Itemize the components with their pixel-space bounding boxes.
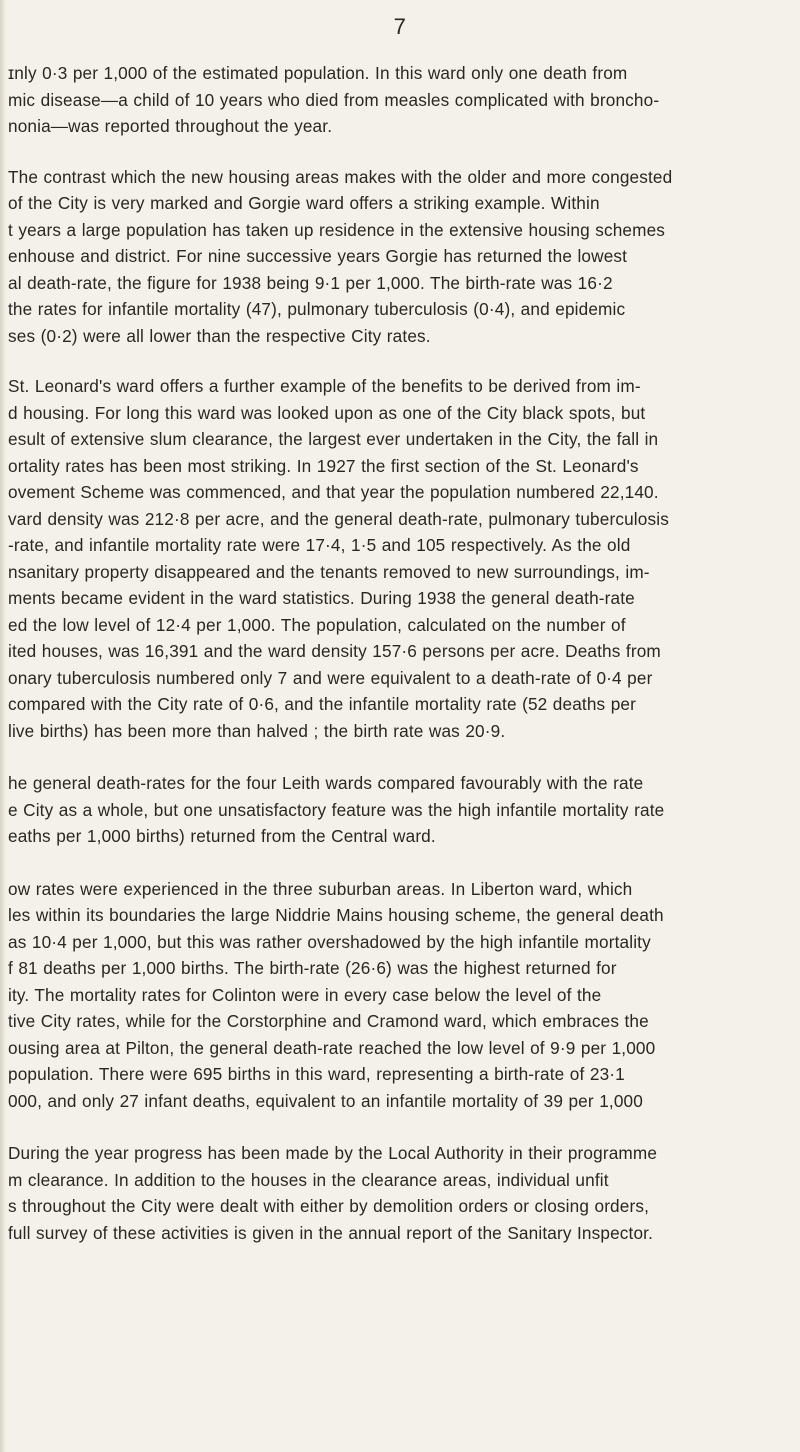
text-line: onary tuberculosis numbered only 7 and were equivalent to a death-rate of 0·4 per xyxy=(8,667,653,688)
text-line: ments became evident in the ward statistics. During 1938 the general death-rate xyxy=(8,588,635,608)
text-line: vard density was 212·8 per acre, and the general death-rate, pulmonary tuberculosis xyxy=(8,508,669,529)
text-line: ses (0·2) were all lower than the respective City rates. xyxy=(8,325,431,346)
text-line: compared with the City rate of 0·6, and the infantile mortality rate (52 deaths per xyxy=(8,694,637,714)
text-line: nonia—was reported throughout the year. xyxy=(8,116,333,136)
text-line: enhouse and district. For nine successive years Gorgie has returned the lowest xyxy=(8,246,628,266)
text-line: -rate, and infantile mortality rate were 17·4, 1·5 and 105 respectively. As the old xyxy=(8,535,631,555)
text-line: of the City is very marked and Gorgie ward offers a striking example. Within xyxy=(8,193,600,213)
text-line: les within its boundaries the large Niddrie Mains housing scheme, the general death xyxy=(8,905,664,925)
paragraph-measles-death xyxy=(8,60,788,140)
text-line: The contrast which the new housing areas makes with the older and more congested xyxy=(8,166,673,187)
page-edge-shadow xyxy=(0,0,6,1452)
text-line: ortality rates has been most striking. In 1927 the first section of the St. Leonard's xyxy=(8,455,639,476)
text-line: mic disease—a child of 10 years who died from measles complicated with broncho- xyxy=(8,89,660,110)
paragraph-leith-wards xyxy=(8,770,788,850)
paragraph-slum-clearance xyxy=(8,1140,788,1246)
paragraph-suburban-areas xyxy=(8,876,788,1115)
text-line: live births) has been more than halved ; the birth rate was 20·9. xyxy=(8,720,506,741)
text-line: d housing. For long this ward was looked upon as one of the City black spots, but xyxy=(8,402,646,423)
page-number: 7 xyxy=(393,14,407,39)
text-line: ited houses, was 16,391 and the ward density 157·6 persons per acre. Deaths from xyxy=(8,641,661,661)
text-line: population. There were 695 births in this ward, representing a birth-rate of 23·1 xyxy=(8,1064,625,1084)
text-line: ɪnly 0·3 per 1,000 of the estimated population. In this ward only one death from xyxy=(8,63,628,83)
text-line: ovement Scheme was commenced, and that year the population numbered 22,140. xyxy=(8,482,659,502)
document-body xyxy=(8,60,788,1268)
text-line: tive City rates, while for the Corstorphine and Cramond ward, which embraces the xyxy=(8,1011,649,1031)
text-line: m clearance. In addition to the houses in the clearance areas, individual unfit xyxy=(8,1169,609,1190)
text-line: ity. The mortality rates for Colinton were in every case below the level of the xyxy=(8,984,602,1005)
text-line: he general death-rates for the four Leith wards compared favourably with the rate xyxy=(8,773,644,793)
text-line: During the year progress has been made by the Local Authority in their programme xyxy=(8,1143,658,1163)
text-line: the rates for infantile mortality (47), pulmonary tuberculosis (0·4), and epidemic xyxy=(8,299,626,319)
text-line: f 81 deaths per 1,000 births. The birth-rate (26·6) was the highest returned for xyxy=(8,958,617,978)
text-line: s throughout the City were dealt with either by demolition orders or closing orders, xyxy=(8,1196,650,1216)
text-line: eaths per 1,000 births) returned from the Central ward. xyxy=(8,826,436,846)
paragraph-st-leonards-ward xyxy=(8,373,788,744)
paragraph-gorgie-ward xyxy=(8,164,788,350)
text-line: as 10·4 per 1,000, but this was rather overshadowed by the high infantile mortality xyxy=(8,931,651,952)
text-line: ow rates were experienced in the three suburban areas. In Liberton ward, which xyxy=(8,878,633,899)
text-line: esult of extensive slum clearance, the largest ever undertaken in the City, the fall in xyxy=(8,429,659,449)
text-line: 000, and only 27 infant deaths, equivalent to an infantile mortality of 39 per 1,000 xyxy=(8,1090,643,1111)
text-line: full survey of these activities is given in the annual report of the Sanitary Inspector. xyxy=(8,1222,654,1243)
text-line: e City as a whole, but one unsatisfactory feature was the high infantile mortality rate xyxy=(8,799,665,820)
text-line: ousing area at Pilton, the general death-rate reached the low level of 9·9 per 1,000 xyxy=(8,1037,656,1058)
text-line: t years a large population has taken up residence in the extensive housing schemes xyxy=(8,219,666,240)
text-line: nsanitary property disappeared and the tenants removed to new surroundings, im- xyxy=(8,561,650,582)
text-line: ed the low level of 12·4 per 1,000. The population, calculated on the number of xyxy=(8,614,626,635)
text-line: al death-rate, the figure for 1938 being 9·1 per 1,000. The birth-rate was 16·2 xyxy=(8,272,613,293)
text-line: St. Leonard's ward offers a further example of the benefits to be derived from im- xyxy=(8,376,641,396)
